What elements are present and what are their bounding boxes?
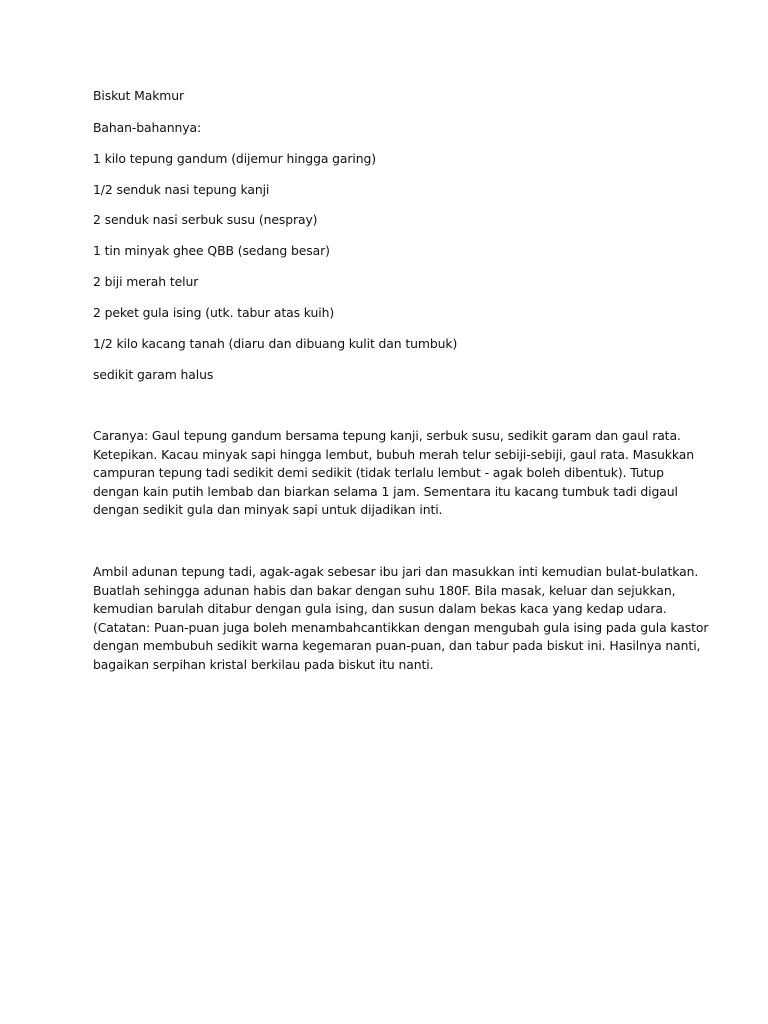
paragraph-line: Ambil adunan tepung tadi, agak-agak sebesar ibu jari dan masukkan inti kemudian bulat-bulatkan. xyxy=(93,564,699,579)
method-paragraph-1 xyxy=(93,427,694,520)
ingredient-item: 2 senduk nasi serbuk susu (nespray) xyxy=(93,212,318,227)
paragraph-line: campuran tepung tadi sedikit demi sedikit (tidak terlalu lembut - agak boleh dibentuk). Tutup xyxy=(93,465,664,481)
paragraph-line: dengan sedikit gula dan minyak sapi untuk dijadikan inti. xyxy=(93,502,443,518)
ingredient-item: sedikit garam halus xyxy=(93,367,214,382)
paragraph-line: Caranya: Gaul tepung gandum bersama tepung kanji, serbuk susu, sedikit garam dan gaul rata. xyxy=(93,428,681,443)
ingredient-item: 2 biji merah telur xyxy=(93,274,199,289)
method-paragraph-2 xyxy=(93,563,709,675)
ingredients-heading: Bahan-bahannya: xyxy=(93,120,202,135)
paragraph-line: kemudian barulah ditabur dengan gula ising, dan susun dalam bekas kaca yang kedap udara. xyxy=(93,601,667,617)
paragraph-line: bagaikan serpihan kristal berkilau pada biskut itu nanti. xyxy=(93,656,434,672)
ingredient-item: 1 tin minyak ghee QBB (sedang besar) xyxy=(93,243,330,258)
paragraph-line: dengan kain putih lembab dan biarkan selama 1 jam. Sementara itu kacang tumbuk tadi digaul xyxy=(93,483,678,499)
ingredient-item: 1/2 senduk nasi tepung kanji xyxy=(93,182,270,197)
paragraph-line: Buatlah sehingga adunan habis dan bakar dengan suhu 180F. Bila masak, keluar dan sejukkan, xyxy=(93,582,676,598)
paragraph-line: dengan membubuh sedikit warna kegemaran puan-puan, dan tabur pada biskut ini. Hasilnya nanti, xyxy=(93,638,701,654)
paragraph-line: Ketepikan. Kacau minyak sapi hingga lembut, bubuh merah telur sebiji-sebiji, gaul rata. Masukkan xyxy=(93,446,694,462)
recipe-title: Biskut Makmur xyxy=(93,88,185,103)
ingredient-item: 1 kilo tepung gandum (dijemur hingga garing) xyxy=(93,151,377,166)
paragraph-line: (Catatan: Puan-puan juga boleh menambahcantikkan dengan mengubah gula ising pada gula kastor xyxy=(93,619,709,635)
ingredient-item: 2 peket gula ising (utk. tabur atas kuih) xyxy=(93,305,335,320)
ingredient-item: 1/2 kilo kacang tanah (diaru dan dibuang kulit dan tumbuk) xyxy=(93,336,458,351)
